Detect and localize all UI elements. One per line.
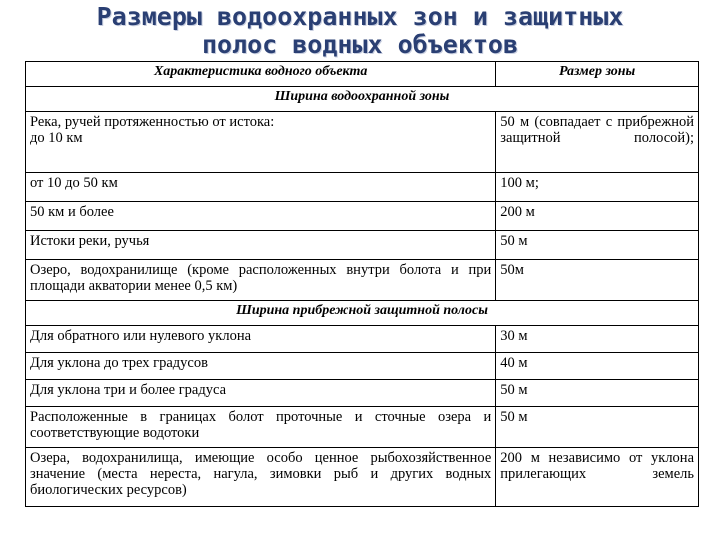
row-zone-size: 50 м	[496, 231, 699, 260]
row-characteristic-line: до 10 км	[30, 130, 83, 146]
page-title-line-1: Размеры водоохранных зон и защитных	[96, 2, 624, 31]
row-characteristic: Для уклона до трех градусов	[26, 353, 496, 380]
row-zone-size: 200 м	[496, 202, 699, 231]
row-zone-size: 40 м	[496, 353, 699, 380]
row-zone-size: 50 м	[496, 407, 699, 448]
row-zone-size: 100 м;	[496, 173, 699, 202]
row-characteristic: Озеро, водохранилище (кроме расположенных внутри болота и при площади акватории менее 0,5 км)	[26, 260, 496, 301]
row-characteristic: 50 км и более	[26, 202, 496, 231]
row-characteristic: Озера, водохранилища, имеющие особо ценное рыбохозяйственное значение (места нереста, нагула, зимовки рыб и других водных биологических ресурсов)	[26, 448, 496, 507]
row-characteristic: Для обратного или нулевого уклона	[26, 326, 496, 353]
row-characteristic: Для уклона три и более градуса	[26, 380, 496, 407]
table-row	[26, 173, 699, 202]
table-row	[26, 260, 699, 301]
row-zone-size: 200 м независимо от уклона прилегающих земель	[496, 448, 699, 507]
header-characteristic: Характеристика водного объекта	[26, 62, 496, 87]
row-characteristic: Расположенные в границах болот проточные и сточные озера и соответствующие водотоки	[26, 407, 496, 448]
table-row	[26, 353, 699, 380]
page-title-line-2: полос водных объектов	[201, 30, 519, 59]
row-characteristic: Истоки реки, ручья	[26, 231, 496, 260]
table-row	[26, 326, 699, 353]
table-row	[26, 112, 699, 173]
row-zone-size: 30 м	[496, 326, 699, 353]
table-row	[26, 407, 699, 448]
header-zone-size: Размер зоны	[496, 62, 699, 87]
row-characteristic: от 10 до 50 км	[26, 173, 496, 202]
row-zone-size: 50 м	[496, 380, 699, 407]
row-zone-size: 50м	[496, 260, 699, 301]
section-title-water-protection-zone: Ширина водоохранной зоны	[26, 87, 699, 112]
section-header-row	[26, 87, 699, 112]
table-header-row	[26, 62, 699, 87]
section-title-coastal-protection-strip: Ширина прибрежной защитной полосы	[26, 301, 699, 326]
table-row	[26, 448, 699, 507]
row-zone-size: 50 м (совпадает с прибрежной защитной полосой);	[496, 112, 699, 173]
table-row	[26, 380, 699, 407]
table-row	[26, 231, 699, 260]
table-row	[26, 202, 699, 231]
section-header-row	[26, 301, 699, 326]
row-characteristic	[26, 112, 496, 173]
row-characteristic-line: Река, ручей протяженностью от истока:	[30, 114, 275, 130]
water-zones-table	[25, 61, 699, 507]
